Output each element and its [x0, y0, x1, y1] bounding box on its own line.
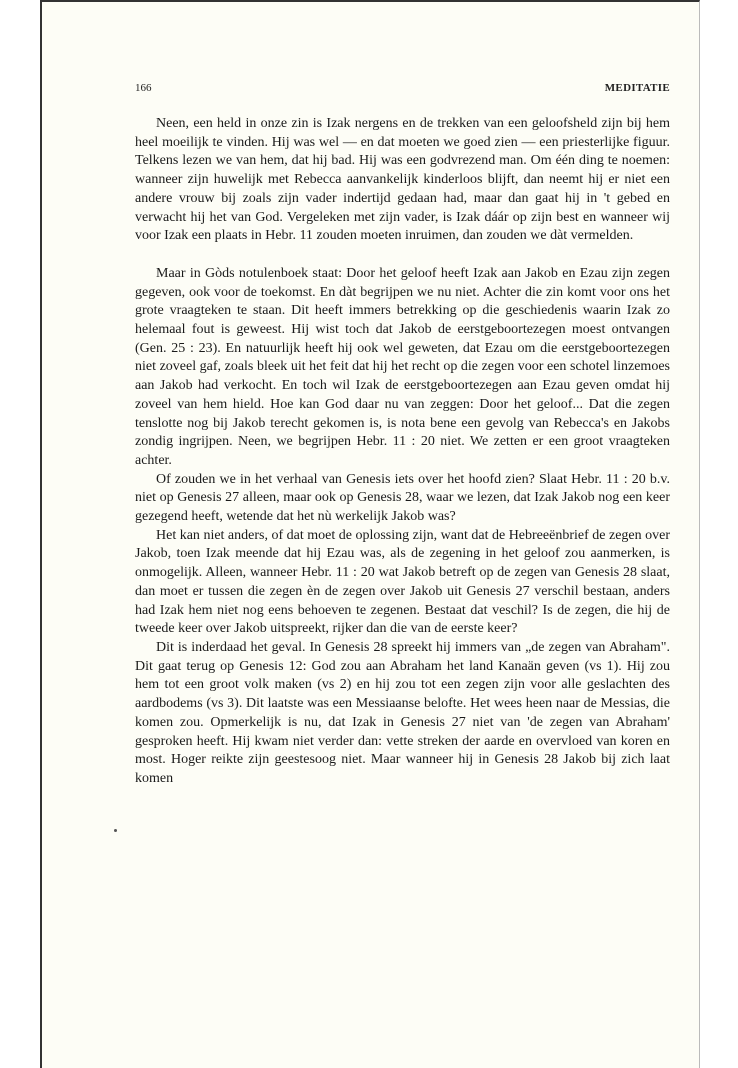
paragraph: Dit is inderdaad het geval. In Genesis 28 spreekt hij immers van „de zegen van Abraham". Dit gaat terug op Genesis 12: God zou aan Abraham het land Kanaän geven (vs 1). Hij zou hem tot een groot volk maken (vs 2) en hij zou tot een zegen zijn voor alle geslachten des aardbodems (vs 3). Dit laatste was een Messiaanse belofte. Het wees heen naar de Messias, die komen zou. Opmerkelijk is nu, dat Izak in Genesis 27 niet van 'de zegen van Abraham' gesproken heeft. Hij kwam niet verder dan: vette streken der aarde en overvloed van koren en most. Hoger reikte zijn geestesoog niet. Maar wanneer hij in Genesis 28 Jakob bij zich laat komen — [135, 639, 670, 786]
body-text — [135, 115, 670, 789]
paragraph: Neen, een held in onze zin is Izak nergens en de trekken van een geloofsheld zijn bij hem heel moeilijk te vinden. Hij was wel — en dat moeten we goed zien — een priesterlijke figuur. Telkens lezen we van hem, dat hij bad. Hij was een godvrezend man. Om één ding te noemen: wanneer zijn huwelijk met Rebecca aanvankelijk kinderloos blijft, dan neemt hij er niet een andere vrouw bij zoals zijn vader indertijd gedaan had, maar dan gaat hij in 't gebed en verwacht hij het van God. Vergeleken met zijn vader, is Izak dáár op zijn best en wanneer wij voor Izak een plaats in Hebr. 11 zouden moeten inruimen, dan zouden we dàt vermelden. — [135, 116, 670, 244]
running-title: MEDITATIE — [604, 82, 670, 94]
paragraph: Maar in Gòds notulenboek staat: Door het geloof heeft Izak aan Jakob en Ezau zijn zegen gegeven, ook voor de toekomst. En dàt begrijpen we nu niet. Achter die zin komt voor ons het grote vraagteken te staan. Dit heeft immers betrekking op die geschiedenis waarin Izak zo helemaal fout is geweest. Hij wist toch dat Jakob de eerstgeboortezegen moest ontvangen (Gen. 25 : 23). En natuurlijk heeft hij ook wel geweten, dat Ezau om die eerstgeboortezegen niet zoveel gaf, zoals bleek uit het feit dat hij het recht op die zegen voor een schotel linzemoes aan Jakob had verkocht. En toch wil Izak de eerstgeboortezegen aan Ezau geven omdat hij zoveel van hem hield. Hoe kan God daar nu van zeggen: Door het geloof... Dat die zegen tenslotte nog bij Jakob terecht gekomen is, is nota bene een gevolg van Rebecca's en Jakobs zondig ingrijpen. Neen, we begrijpen Hebr. 11 : 20 niet. We zetten er een groot vraagteken achter. — [135, 265, 670, 468]
page-number: 166 — [135, 82, 152, 94]
page-header — [135, 82, 670, 98]
paragraph: Of zouden we in het verhaal van Genesis iets over het hoofd zien? Slaat Hebr. 11 : 20 b.v. niet op Genesis 27 alleen, maar ook op Genesis 28, waar we lezen, dat Izak Jakob nog een keer gezegend heeft, wetende dat het nù werkelijk Jakob was? — [135, 471, 670, 525]
margin-speck — [114, 829, 117, 832]
paragraph: Het kan niet anders, of dat moet de oplossing zijn, want dat de Hebreeënbrief de zegen over Jakob, toen Izak meende dat hij Ezau was, als de zegening in het geloof zou aanmerken, is onmogelijk. Alleen, wanneer Hebr. 11 : 20 wat Jakob betreft op de zegen van Genesis 28 slaat, dan moet er tussen die zegen èn de zegen over Jakob uit Genesis 27 verschil bestaan, anders had Izak hem niet nog eens behoeven te zegenen. Bestaat dat veschil? Is de zegen, die hij de tweede keer over Jakob uitspreekt, rijker dan die van de eerste keer? — [135, 527, 670, 637]
